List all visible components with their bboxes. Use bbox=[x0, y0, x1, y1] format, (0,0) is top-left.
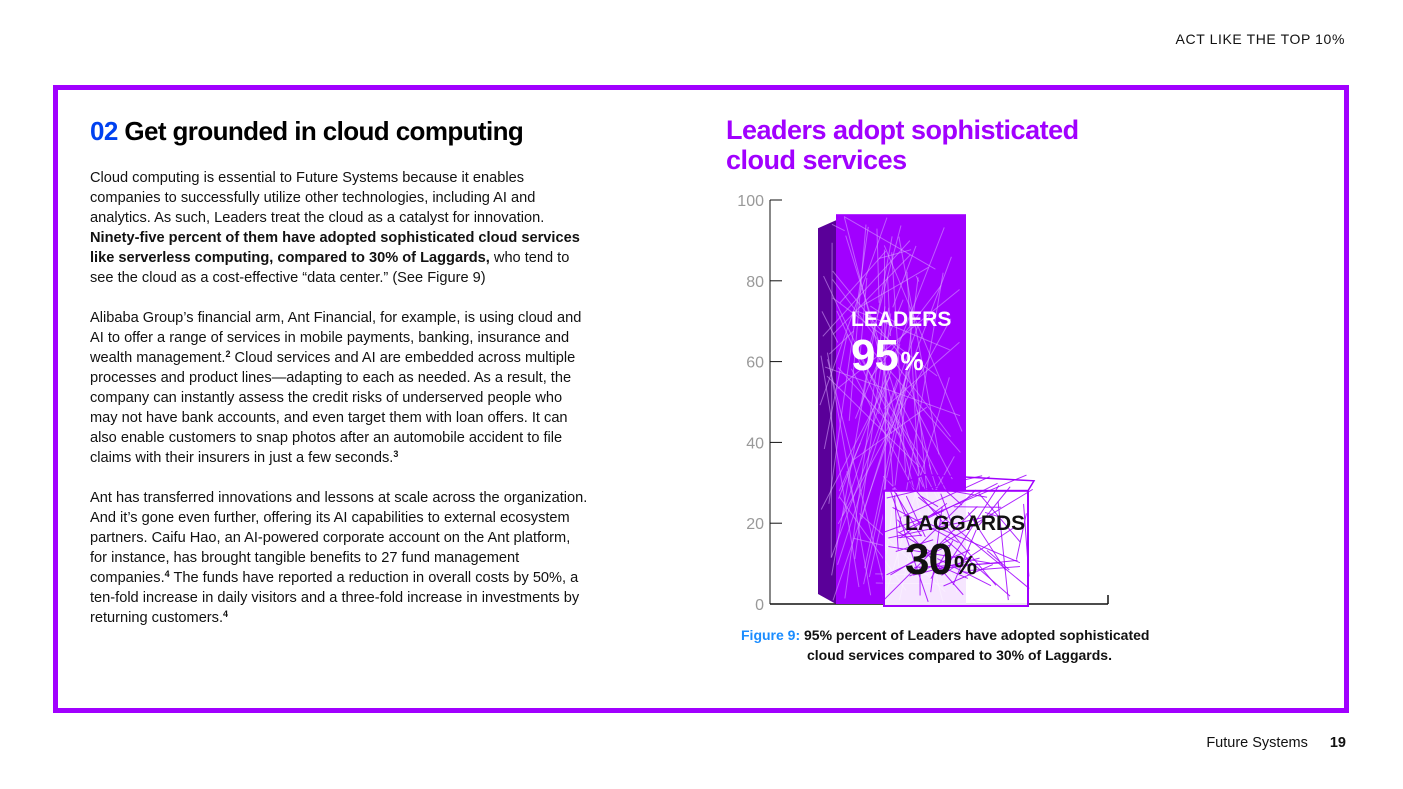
paragraph-text: The funds have reported a reduction in overall costs by 50%, a ten-fold increase in daily visitors and a three-fold increase in investments by returning customers. bbox=[90, 570, 580, 626]
figure-caption bbox=[741, 625, 1221, 665]
y-tick-label: 40 bbox=[746, 435, 764, 453]
leaders-value-label: 95 bbox=[851, 331, 898, 380]
y-tick-label: 20 bbox=[746, 516, 764, 534]
paragraph-2 bbox=[90, 308, 590, 468]
article-column bbox=[90, 114, 590, 648]
paragraph-text: Ant has transferred innovations and lessons at scale across the organization. And it’s gone even further, offering its AI capabilities to external ecosystem partners. Caifu Hao, an AI-powered corporate account on the Ant platform, for instance, has brought tangible benefits to 27 fund management companies. bbox=[90, 490, 588, 586]
caption-line-1: 95% percent of Leaders have adopted sophisticated bbox=[804, 627, 1150, 643]
footnote-ref: 4 bbox=[164, 569, 170, 579]
leaders-category-label: LEADERS bbox=[851, 308, 952, 331]
laggards-unit-label: % bbox=[953, 550, 978, 580]
footer-doc-title: Future Systems bbox=[1206, 735, 1308, 751]
laggards-category-label: LAGGARDS bbox=[905, 512, 1026, 535]
paragraph-3 bbox=[90, 488, 590, 628]
bar-chart bbox=[720, 185, 1120, 615]
section-title: Get grounded in cloud computing bbox=[124, 116, 524, 146]
laggards-value-label: 30 bbox=[905, 535, 952, 584]
section-heading bbox=[90, 114, 590, 148]
paragraph-text: Alibaba Group’s financial arm, Ant Financial, for example, is using cloud and AI to offer a range of services in mobile payments, banking, insurance and wealth management. bbox=[90, 310, 582, 366]
y-tick-label: 60 bbox=[746, 354, 764, 372]
paragraph-text: Cloud services and AI are embedded across multiple processes and product lines—adapting to each as needed. As a result, the company can instantly assess the credit risks of underserved people who may not have bank accounts, and even target them with loan offers. It can also enable customers to snap photos after an automobile accident to file claims with their insurers in just a few seconds. bbox=[90, 350, 576, 466]
section-number: 02 bbox=[90, 116, 118, 146]
paragraph-text: who tend to see the cloud as a cost-effective “data center.” (See Figure 9) bbox=[90, 250, 570, 286]
chart-title: Leaders adopt sophisticated cloud services bbox=[726, 115, 1079, 175]
y-tick-label: 80 bbox=[746, 273, 764, 291]
paragraph-emphasis: Ninety-five percent of them have adopted sophisticated cloud services like serverless computing, compared to 30% of Laggards, bbox=[90, 230, 580, 266]
running-header: ACT LIKE THE TOP 10% bbox=[1175, 31, 1345, 47]
footnote-ref: 2 bbox=[225, 349, 231, 359]
footnote-ref: 4 bbox=[223, 609, 229, 619]
paragraph-1 bbox=[90, 168, 590, 288]
caption-line-2: cloud services compared to 30% of Laggards. bbox=[807, 647, 1112, 663]
leaders-bar-side bbox=[818, 220, 836, 604]
leaders-unit-label: % bbox=[900, 346, 924, 376]
page-number: 19 bbox=[1329, 735, 1346, 751]
page-footer bbox=[1206, 735, 1346, 751]
footnote-ref: 3 bbox=[393, 449, 399, 459]
figure-label: Figure 9: bbox=[741, 627, 801, 643]
y-tick-label: 0 bbox=[755, 597, 764, 614]
paragraph-text: Cloud computing is essential to Future Systems because it enables companies to successfully utilize other technologies, including AI and analytics. As such, Leaders treat the cloud as a catalyst for innovation. bbox=[90, 170, 545, 226]
y-tick-label: 100 bbox=[737, 193, 764, 210]
